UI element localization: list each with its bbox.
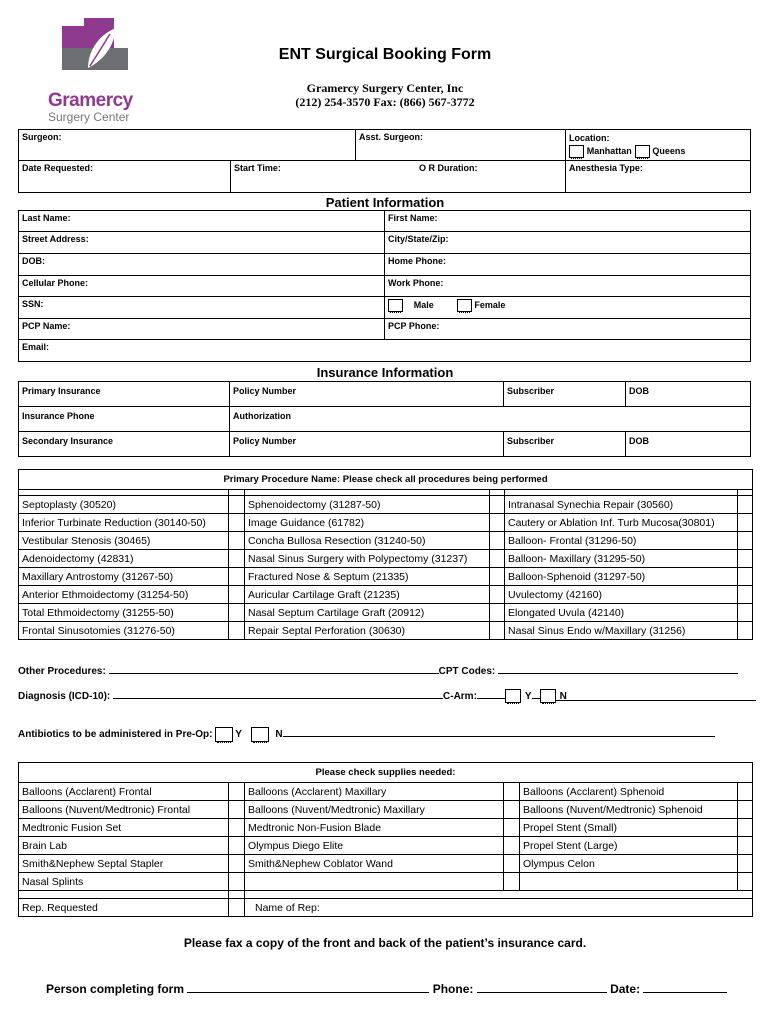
- procedures-table: [18, 469, 753, 640]
- rep-requested-label: Rep. Requested: [22, 901, 98, 914]
- procedure-row: [19, 586, 753, 604]
- procedure-row: [19, 514, 753, 532]
- secondary-dob-field[interactable]: [626, 432, 751, 457]
- time-duration-cell: [231, 161, 566, 193]
- c-arm-yes-label: Y: [524, 691, 532, 702]
- supplies-header: Please check supplies needed:: [19, 763, 753, 783]
- supply-item: Propel Stent (Large): [520, 837, 738, 855]
- procedure-checkbox[interactable]: [229, 514, 245, 532]
- supply-checkbox[interactable]: [504, 837, 520, 855]
- supply-checkbox[interactable]: [229, 783, 245, 801]
- procedure-checkbox[interactable]: [738, 622, 753, 640]
- rep-requested-field[interactable]: [19, 899, 229, 917]
- c-arm-label: C-Arm:: [443, 691, 477, 702]
- supply-item: Nasal Splints: [19, 873, 229, 891]
- street-address-field[interactable]: [19, 232, 385, 254]
- procedure-item: Nasal Septum Cartilage Graft (20912): [245, 604, 490, 622]
- procedure-item: Frontal Sinusotomies (31276-50): [19, 622, 229, 640]
- cellular-phone-label: Cellular Phone:: [22, 278, 89, 288]
- secondary-dob-label: DOB: [629, 436, 649, 446]
- procedure-checkbox[interactable]: [229, 532, 245, 550]
- supply-checkbox[interactable]: [738, 837, 753, 855]
- ssn-label: SSN:: [22, 299, 44, 309]
- procedure-item: Image Guidance (61782): [245, 514, 490, 532]
- home-phone-field[interactable]: [385, 254, 751, 276]
- supply-checkbox[interactable]: [738, 855, 753, 873]
- work-phone-label: Work Phone:: [388, 278, 444, 288]
- procedure-row: [19, 622, 753, 640]
- signature-line: [46, 982, 727, 996]
- first-name-label: First Name:: [388, 213, 438, 223]
- antibiotics-no-label: N: [275, 729, 283, 741]
- gender-field: [385, 297, 751, 319]
- secondary-subscriber-label: Subscriber: [507, 436, 555, 446]
- supply-row: [19, 819, 753, 837]
- insurance-phone-field[interactable]: [19, 407, 230, 432]
- supply-row: [19, 783, 753, 801]
- supply-checkbox[interactable]: [229, 801, 245, 819]
- procedure-checkbox[interactable]: [229, 622, 245, 640]
- name-of-rep-field[interactable]: [245, 899, 753, 917]
- procedure-row: [19, 604, 753, 622]
- other-procedures-label: Other Procedures:: [18, 666, 106, 677]
- manhattan-checkbox[interactable]: [569, 145, 584, 158]
- insurance-table: [18, 381, 751, 457]
- or-duration-field[interactable]: [416, 161, 565, 176]
- procedure-row: [19, 496, 753, 514]
- supply-item: Olympus Diego Elite: [245, 837, 504, 855]
- supply-item: Brain Lab: [19, 837, 229, 855]
- diagnosis-label: Diagnosis (ICD-10):: [18, 691, 111, 702]
- last-name-label: Last Name:: [22, 213, 71, 223]
- person-completing-input[interactable]: [187, 982, 429, 993]
- ssn-field[interactable]: [19, 297, 385, 319]
- antibiotics-line: [18, 727, 715, 742]
- start-time-label: Start Time:: [234, 163, 281, 174]
- secondary-subscriber-field[interactable]: [504, 432, 626, 457]
- procedure-checkbox[interactable]: [229, 496, 245, 514]
- supply-checkbox[interactable]: [229, 837, 245, 855]
- male-checkbox[interactable]: [388, 299, 403, 312]
- supply-checkbox[interactable]: [738, 801, 753, 819]
- or-duration-label: O R Duration:: [419, 163, 478, 174]
- pcp-phone-label: PCP Phone:: [388, 321, 440, 331]
- location-label: Location:: [569, 133, 610, 143]
- logo-text-sub: Surgery Center: [48, 110, 130, 124]
- procedure-checkbox[interactable]: [229, 586, 245, 604]
- procedure-row: [19, 568, 753, 586]
- secondary-policy-number-field[interactable]: [230, 432, 504, 457]
- primary-insurance-label: Primary Insurance: [22, 386, 101, 396]
- supply-item: Balloons (Nuvent/Medtronic) Maxillary: [245, 801, 504, 819]
- authorization-label: Authorization: [233, 411, 291, 421]
- procedure-checkbox[interactable]: [738, 586, 753, 604]
- procedure-item: Sphenoidectomy (31287-50): [245, 496, 490, 514]
- supply-item: Smith&Nephew Septal Stapler: [19, 855, 229, 873]
- procedure-checkbox[interactable]: [738, 604, 753, 622]
- other-procedures-line: [18, 664, 738, 677]
- supply-item: Balloons (Nuvent/Medtronic) Frontal: [19, 801, 229, 819]
- procedure-checkbox[interactable]: [490, 514, 505, 532]
- procedure-checkbox[interactable]: [738, 532, 753, 550]
- procedure-checkbox[interactable]: [490, 496, 505, 514]
- primary-insurance-field[interactable]: [19, 382, 230, 407]
- insurance-info-title: Insurance Information: [316, 365, 454, 380]
- male-label: Male: [413, 300, 434, 311]
- primary-dob-field[interactable]: [626, 382, 751, 407]
- procedure-item: Uvulectomy (42160): [505, 586, 738, 604]
- cpt-codes-label: CPT Codes:: [438, 666, 496, 677]
- procedure-checkbox[interactable]: [490, 532, 505, 550]
- center-name: Gramercy Surgery Center, Inc: [306, 81, 464, 95]
- antibiotics-input[interactable]: [283, 727, 715, 737]
- supply-checkbox[interactable]: [229, 819, 245, 837]
- city-state-zip-label: City/State/Zip:: [388, 234, 449, 244]
- surgeon-field[interactable]: [19, 130, 356, 161]
- asst-surgeon-field[interactable]: [356, 130, 566, 161]
- procedure-checkbox[interactable]: [738, 496, 753, 514]
- supply-item: Medtronic Non-Fusion Blade: [245, 819, 504, 837]
- subscriber-label: Subscriber: [507, 386, 555, 396]
- primary-dob-label: DOB: [629, 386, 649, 396]
- procedure-checkbox[interactable]: [738, 568, 753, 586]
- procedure-row: [19, 550, 753, 568]
- supply-checkbox[interactable]: [504, 801, 520, 819]
- cellular-phone-field[interactable]: [19, 276, 385, 297]
- supply-item: Balloons (Nuvent/Medtronic) Sphenoid: [520, 801, 738, 819]
- c-arm-no-label: N: [559, 691, 567, 702]
- queens-checkbox[interactable]: [635, 145, 650, 158]
- procedure-checkbox[interactable]: [490, 568, 505, 586]
- date-input[interactable]: [643, 982, 727, 993]
- procedure-item: Repair Septal Perforation (30630): [245, 622, 490, 640]
- supply-checkbox[interactable]: [738, 819, 753, 837]
- authorization-field[interactable]: [230, 407, 751, 432]
- antibiotics-yes-checkbox[interactable]: [215, 727, 233, 742]
- date-requested-label: Date Requested:: [22, 163, 94, 174]
- supply-item: [245, 873, 504, 891]
- logo-text-main: Gramercy: [48, 90, 133, 111]
- supply-item: Olympus Celon: [520, 855, 738, 873]
- procedure-item: Cautery or Ablation Inf. Turb Mucosa(30801): [505, 514, 738, 532]
- supply-row: [19, 837, 753, 855]
- supply-item: Balloons (Acclarent) Sphenoid: [520, 783, 738, 801]
- procedure-item: Maxillary Antrostomy (31267-50): [19, 568, 229, 586]
- procedure-checkbox[interactable]: [229, 550, 245, 568]
- procedure-item: Elongated Uvula (42140): [505, 604, 738, 622]
- pcp-name-label: PCP Name:: [22, 321, 71, 331]
- supply-item: [520, 873, 738, 891]
- procedure-checkbox[interactable]: [490, 622, 505, 640]
- pcp-name-field[interactable]: [19, 319, 385, 340]
- supplies-table: [18, 762, 753, 917]
- anesthesia-type-field[interactable]: [566, 161, 751, 193]
- start-time-field[interactable]: [231, 161, 416, 176]
- insurance-phone-label: Insurance Phone: [22, 411, 95, 421]
- supply-item: Balloons (Acclarent) Frontal: [19, 783, 229, 801]
- procedure-item: Nasal Sinus Surgery with Polypectomy (31237): [245, 550, 490, 568]
- policy-number-field[interactable]: [230, 382, 504, 407]
- anesthesia-type-label: Anesthesia Type:: [569, 163, 643, 174]
- diagnosis-input[interactable]: [113, 689, 443, 699]
- procedure-checkbox[interactable]: [490, 604, 505, 622]
- procedure-item: Vestibular Stenosis (30465): [19, 532, 229, 550]
- supply-item: Smith&Nephew Coblator Wand: [245, 855, 504, 873]
- supply-checkbox[interactable]: [504, 819, 520, 837]
- supply-row: [19, 873, 753, 891]
- work-phone-field[interactable]: [385, 276, 751, 297]
- antibiotics-no-checkbox[interactable]: [251, 727, 269, 742]
- procedure-checkbox[interactable]: [229, 604, 245, 622]
- queens-label: Queens: [652, 146, 686, 157]
- diagnosis-line: [18, 689, 756, 703]
- person-completing-label: Person completing form: [46, 982, 185, 996]
- c-arm-no-checkbox[interactable]: [540, 689, 556, 703]
- other-procedures-input[interactable]: [109, 664, 439, 674]
- policy-number-label: Policy Number: [233, 386, 297, 396]
- procedure-item: Balloon-Sphenoid (31297-50): [505, 568, 738, 586]
- procedure-checkbox[interactable]: [490, 550, 505, 568]
- antibiotics-yes-label: Y: [235, 729, 242, 741]
- asst-surgeon-label: Asst. Surgeon:: [359, 132, 424, 142]
- procedure-item: Concha Bullosa Resection (31240-50): [245, 532, 490, 550]
- patient-info-title: Patient Information: [325, 195, 445, 210]
- supply-checkbox[interactable]: [738, 783, 753, 801]
- name-of-rep-label: Name of Rep:: [255, 901, 320, 914]
- form-title: ENT Surgical Booking Form: [278, 46, 492, 63]
- center-phone: (212) 254-3570 Fax: (866) 567-3772: [295, 95, 475, 109]
- antibiotics-label: Antibiotics to be administered in Pre-Op:: [18, 729, 213, 741]
- patient-table: [18, 210, 751, 362]
- procedure-item: Nasal Sinus Endo w/Maxillary (31256): [505, 622, 738, 640]
- cpt-codes-input[interactable]: [498, 664, 738, 674]
- procedure-checkbox[interactable]: [229, 568, 245, 586]
- procedure-checkbox[interactable]: [738, 550, 753, 568]
- phone-label: Phone:: [432, 982, 474, 996]
- secondary-insurance-label: Secondary Insurance: [22, 436, 114, 446]
- supply-checkbox[interactable]: [504, 783, 520, 801]
- female-checkbox[interactable]: [457, 299, 472, 312]
- c-arm-yes-checkbox[interactable]: [505, 689, 521, 703]
- female-label: Female: [474, 300, 506, 311]
- procedure-item: Balloon- Maxillary (31295-50): [505, 550, 738, 568]
- home-phone-label: Home Phone:: [388, 256, 447, 266]
- city-state-zip-field[interactable]: [385, 232, 751, 254]
- procedure-item: Intranasal Synechia Repair (30560): [505, 496, 738, 514]
- supply-item: Propel Stent (Small): [520, 819, 738, 837]
- location-field: [566, 130, 751, 161]
- last-name-field[interactable]: [19, 211, 385, 232]
- procedure-item: Septoplasty (30520): [19, 496, 229, 514]
- supply-checkbox[interactable]: [504, 855, 520, 873]
- supply-row: [19, 855, 753, 873]
- procedure-row: [19, 532, 753, 550]
- email-field[interactable]: [19, 340, 751, 362]
- supply-item: Balloons (Acclarent) Maxillary: [245, 783, 504, 801]
- supply-checkbox[interactable]: [504, 873, 520, 891]
- supply-checkbox[interactable]: [229, 873, 245, 891]
- dob-label: DOB:: [22, 256, 45, 266]
- secondary-insurance-field[interactable]: [19, 432, 230, 457]
- date-requested-field[interactable]: [19, 161, 231, 193]
- dob-field[interactable]: [19, 254, 385, 276]
- procedure-checkbox[interactable]: [490, 586, 505, 604]
- manhattan-label: Manhattan: [586, 146, 632, 157]
- procedure-checkbox[interactable]: [738, 514, 753, 532]
- supply-checkbox[interactable]: [229, 855, 245, 873]
- first-name-field[interactable]: [385, 211, 751, 232]
- date-label: Date:: [610, 982, 641, 996]
- secondary-policy-number-label: Policy Number: [233, 436, 297, 446]
- supply-checkbox[interactable]: [738, 873, 753, 891]
- procedure-item: Inferior Turbinate Reduction (30140-50): [19, 514, 229, 532]
- supply-row: [19, 801, 753, 819]
- rep-requested-checkbox[interactable]: [229, 899, 245, 917]
- procedures-header: Primary Procedure Name: Please check all procedures being performed: [19, 470, 753, 490]
- fax-note: Please fax a copy of the front and back of the patient’s insurance card.: [183, 936, 587, 950]
- subscriber-field[interactable]: [504, 382, 626, 407]
- phone-input[interactable]: [477, 982, 607, 993]
- street-address-label: Street Address:: [22, 234, 89, 244]
- procedure-item: Auricular Cartilage Graft (21235): [245, 586, 490, 604]
- procedure-item: Balloon- Frontal (31296-50): [505, 532, 738, 550]
- procedure-item: Anterior Ethmoidectomy (31254-50): [19, 586, 229, 604]
- email-label: Email:: [22, 342, 50, 352]
- surgeon-label: Surgeon:: [22, 132, 62, 142]
- procedure-item: Adenoidectomy (42831): [19, 550, 229, 568]
- procedure-item: Total Ethmoidectomy (31255-50): [19, 604, 229, 622]
- supply-item: Medtronic Fusion Set: [19, 819, 229, 837]
- booking-table: [18, 129, 751, 193]
- procedure-item: Fractured Nose & Septum (21335): [245, 568, 490, 586]
- pcp-phone-field[interactable]: [385, 319, 751, 340]
